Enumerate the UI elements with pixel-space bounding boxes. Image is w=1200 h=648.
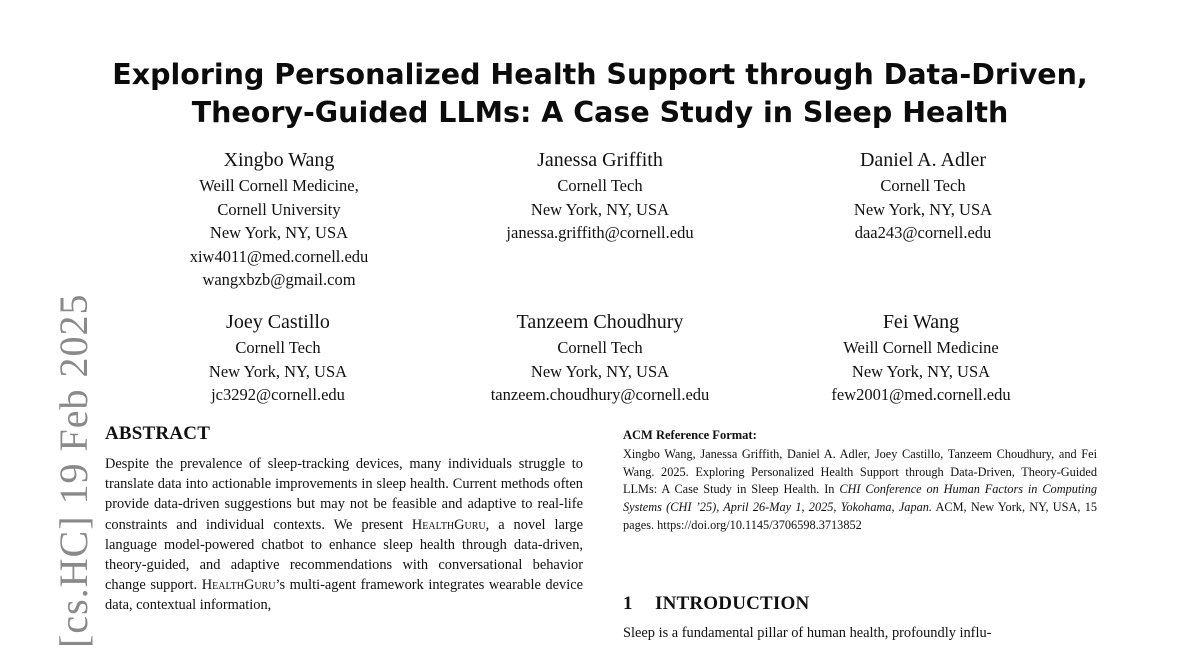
abstract-text [105, 454, 583, 616]
author-name: Tanzeem Choudhury [516, 311, 684, 333]
author-location: New York, NY, USA [208, 361, 348, 381]
paper-title-line-1: Exploring Personalized Health Support through Data-Driven, [112, 58, 1088, 91]
author-name: Janessa Griffith [537, 149, 663, 171]
author-affiliation: Weill Cornell Medicine, [199, 176, 359, 195]
system-name: HealthGuru [411, 516, 486, 533]
author-name: Daniel A. Adler [859, 149, 987, 171]
author-location: New York, NY, USA [530, 199, 670, 219]
abstract-text-part: , a novel large language model-powered chatbot to enhance sleep health through data-driven, theory-guided, and adaptive recommendations with conversational behavior change support. [105, 516, 583, 594]
author-location: New York, NY, USA [851, 361, 991, 381]
paper-title [100, 56, 1100, 132]
arxiv-identifier-stamp: [cs.HC] 19 Feb 2025 [51, 293, 96, 648]
author-affiliation: Cornell Tech [880, 176, 966, 195]
author-block [761, 310, 1081, 407]
author-block [118, 310, 438, 407]
author-affiliation: Cornell Tech [235, 338, 321, 357]
author-email: wangxbzb@gmail.com [202, 270, 356, 289]
author-affiliation: Cornell University [217, 199, 341, 219]
section-number: 1 [623, 593, 633, 614]
author-name: Fei Wang [882, 311, 960, 333]
section-title: INTRODUCTION [655, 593, 810, 614]
introduction-text: Sleep is a fundamental pillar of human health, profoundly influ- [623, 625, 992, 641]
author-block [119, 148, 439, 292]
author-email: janessa.griffith@cornell.edu [506, 223, 694, 242]
author-email: tanzeem.choudhury@cornell.edu [490, 385, 710, 404]
acm-reference-part: ACM, New York, NY, USA, 15 pages. https://doi.org/10.1145/3706598.3713852 [623, 500, 1097, 532]
author-affiliation: Cornell Tech [557, 176, 643, 195]
author-email: few2001@med.cornell.edu [831, 385, 1011, 404]
abstract-text-part: ’s multi-agent framework integrates wearable device data, contextual information, [105, 577, 583, 614]
author-email: jc3292@cornell.edu [211, 385, 345, 404]
introduction-heading [623, 593, 1097, 615]
abstract-heading: ABSTRACT [105, 423, 211, 444]
author-affiliation: Weill Cornell Medicine [843, 338, 999, 357]
author-location: New York, NY, USA [209, 223, 349, 242]
acm-reference-venue: CHI Conference on Human Factors in Computing Systems (CHI ’25), April 26-May 1, 2025, Yokohama, Japan. [623, 482, 1097, 515]
author-name: Xingbo Wang [223, 149, 335, 171]
acm-reference-text [623, 446, 1097, 535]
author-location: New York, NY, USA [853, 199, 993, 219]
paper-title-line-2: Theory-Guided LLMs: A Case Study in Sleep Health [191, 96, 1009, 129]
author-email: xiw4011@med.cornell.edu [189, 246, 369, 266]
author-block [440, 310, 760, 407]
author-location: New York, NY, USA [530, 361, 670, 381]
author-block [440, 148, 760, 245]
author-name: Joey Castillo [226, 311, 330, 333]
acm-reference-part: Xingbo Wang, Janessa Griffith, Daniel A. Adler, Joey Castillo, Tanzeem Choudhury, and Fei Wang. 2025. Exploring Personalized Health Support through Data-Driven, Theory-Guided LLMs: A Case Study in Sleep Health. In [623, 447, 1097, 497]
author-affiliation: Cornell Tech [557, 338, 643, 357]
author-email: daa243@cornell.edu [854, 223, 992, 242]
system-name: HealthGuru [201, 577, 276, 594]
author-block [763, 148, 1083, 245]
acm-reference-heading: ACM Reference Format: [623, 428, 757, 442]
abstract-text-part: Despite the prevalence of sleep-tracking devices, many individuals struggle to translate data into actionable improvements in sleep health. Current methods often provide data-driven suggestions but may not be feasible and adaptive to real-life constraints and individual contexts. We present [105, 456, 583, 533]
